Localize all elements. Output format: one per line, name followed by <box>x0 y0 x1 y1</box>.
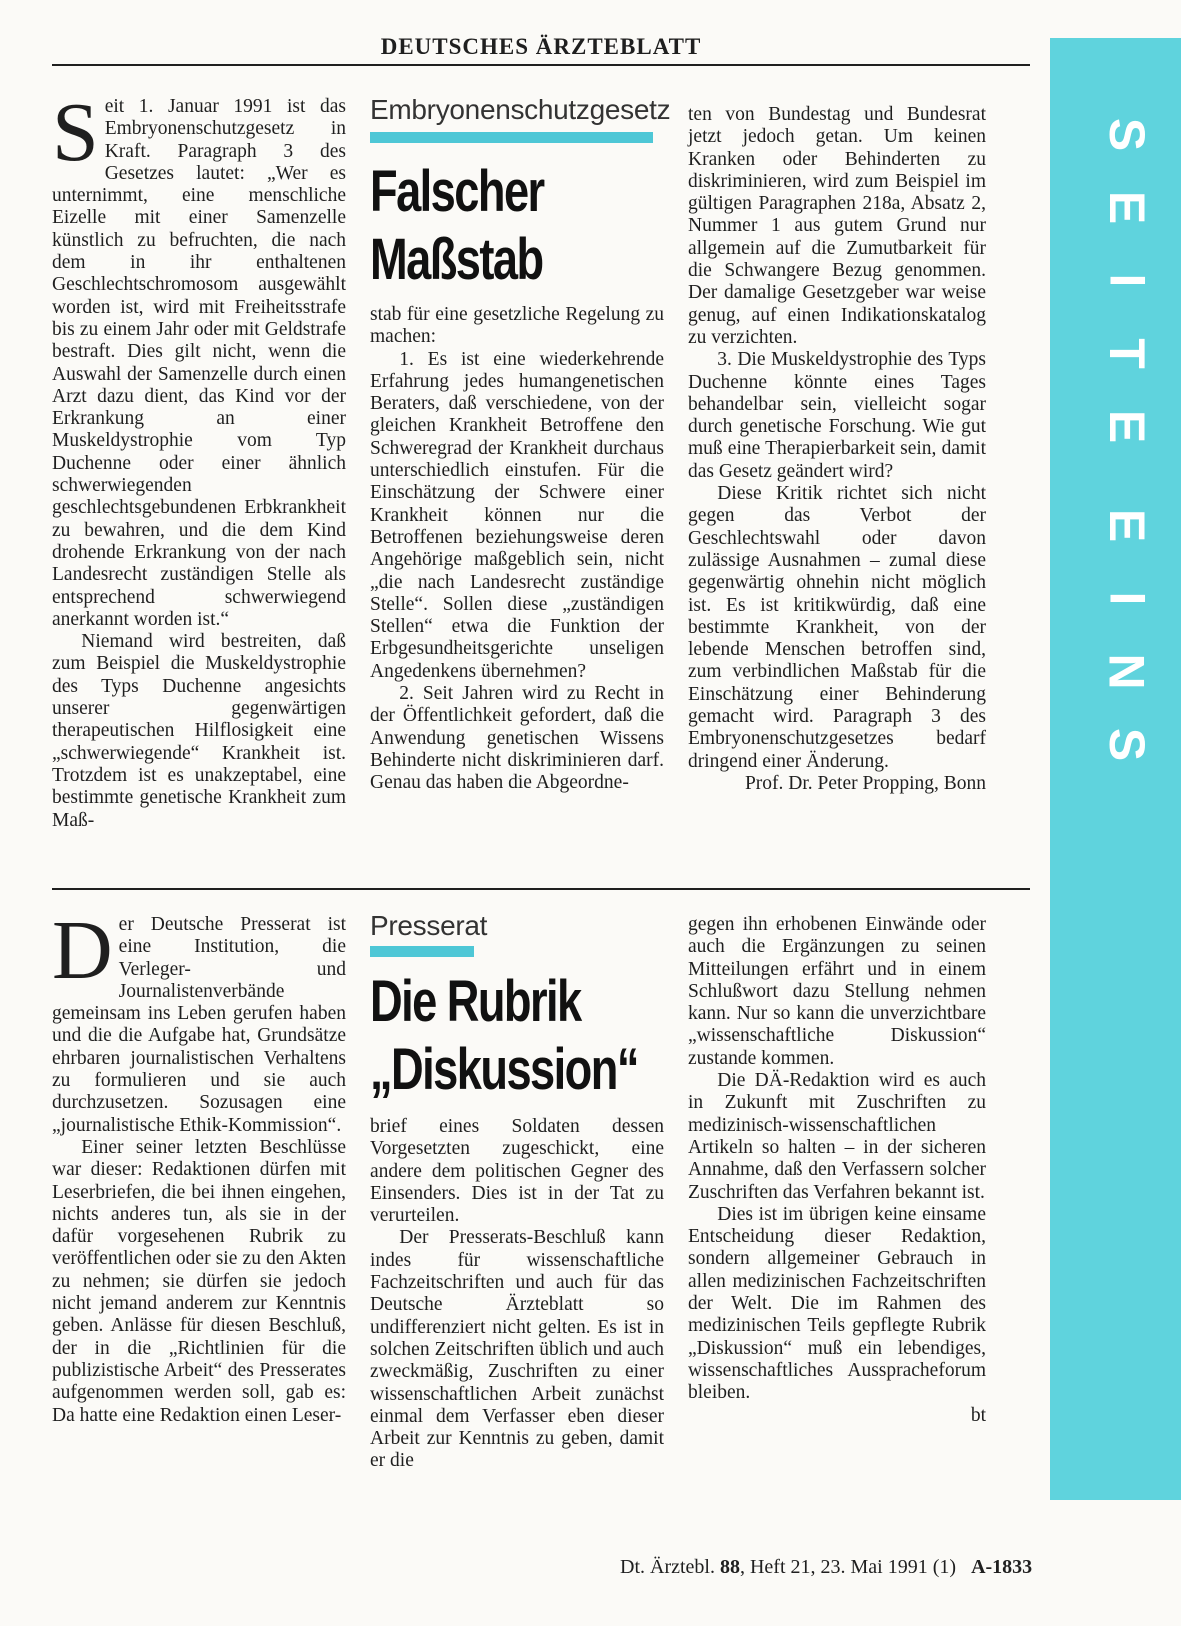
article1-col2-paragraph-3: 2. Seit Jahren wird zu Recht in der Öffentlichkeit gefordert, daß die Anwendung genetischen Wissens Behinderte nicht diskriminieren darf. Genau das haben die Abgeordne- <box>370 683 664 794</box>
article2-column-3 <box>688 914 986 1427</box>
article1-kicker: Embryonenschutzgesetz <box>370 94 671 125</box>
article1-col1-paragraph-1: eit 1. Januar 1991 ist das Embryonenschutzgesetz in Kraft. Paragraph 3 des Gesetzes lautet: „Wer es unternimmt, eine menschliche Eizelle mit einer Samenzelle künstlich zu befruchten, die nach dem in ihr enthaltenen Geschlechtschromosom ausgewählt worden ist, wird mit Freiheitsstrafe bis zu einem Jahr oder mit Geldstrafe bestraft. Dies gilt nicht, wenn die Auswahl der Samenzelle durch einen Arzt dazu dient, das Kind vor der Erkrankung an einer Muskeldystrophie vom Typ Duchenne oder einer ähnlich schwerwiegenden geschlechtsgebundenen Erbkrankheit zu bewahren, und die dem Kind drohende Erkrankung von der nach Landesrecht zuständigen Stelle als entsprechend schwerwiegend anerkannt worden ist.“ <box>52 96 346 630</box>
article2-column-2 <box>370 1116 664 1473</box>
article2-headline-line-2: „Diskussion“ <box>370 1037 638 1102</box>
article2-col3-paragraph-1: gegen ihn erhobenen Einwände oder auch die Ergänzungen zu seinen Mitteilungen erfährt und in einem Schlußwort dazu Stellung nehmen kann. Nur so kann die unverzichtbare „wissenschaftliche Diskussion“ zustande kommen. <box>688 914 986 1069</box>
article2-author: bt <box>970 1404 986 1426</box>
article1-col2-paragraph-2: 1. Es ist eine wiederkehrende Erfahrung jedes humangenetischen Beraters, daß verschiedene, von der gleichen Krankheit Betroffene den Schweregrad der Krankheit durchaus unterschiedlich einstufen. Für die Einschätzung der Schwere einer Krankheit können nur die Betroffenen beziehungsweise deren Angehörige maßgeblich sein, nicht „die nach Landesrecht zuständige Stelle“. Sollen diese „zuständigen Stellen“ etwa die Funktion der Erbgesundheitsgerichte unseligen Angedenkens übernehmen? <box>370 348 664 682</box>
article1-headline <box>370 158 544 294</box>
article2-col1-paragraph-2: Einer seiner letzten Beschlüsse war dieser: Redaktionen dürfen mit Leserbriefen, die bei ihnen eingehen, nichts anderes tun, als sie in der dafür vorgesehenen Rubrik zu veröffentlichen oder sie zu den Akten zu nehmen; sie dürfen sie jedoch nicht jemand anderem zur Kenntnis geben. Anlässe für diesen Beschluß, der in die „Richtlinien für die publizistische Arbeit“ des Presserates aufgenommen werden soll, gab es: Da hatte eine Redaktion einen Leser- <box>52 1136 346 1426</box>
article1-kicker-bar <box>370 132 653 143</box>
article2-headline <box>370 968 638 1104</box>
article2-dropcap: D <box>52 904 113 997</box>
article1-column-1 <box>52 86 346 832</box>
article2-kicker-bar <box>370 946 474 957</box>
footer-issue-date: , Heft 21, 23. Mai 1991 (1) <box>739 1556 957 1578</box>
article1-headline-line-2: Maßstab <box>370 227 543 292</box>
article1-column-3 <box>688 104 986 795</box>
article1-dropcap: S <box>52 86 99 179</box>
article2-col2-paragraph-2: Der Presserats-Beschluß kann indes für wissenschaftliche Fachzeitschriften und auch für das Deutsche Ärzteblatt so undifferenziert nicht gelten. Es ist in solchen Zeitschriften üblich und auch zweckmäßig, Zuschriften zu einer wissenschaftlichen Arbeit zunächst einmal dem Verfasser eben dieser Arbeit zur Kenntnis zu geben, damit er die <box>370 1227 664 1472</box>
article2-col1-paragraph-1: er Deutsche Presserat ist eine Institution, die Verleger- und Journalistenverbände gemeinsam ins Leben gerufen haben und die die Aufgabe hat, Grundsätze ehrbaren journalistischen Verhaltens zu formulieren und sie auch durchzusetzen. Sozusagen eine „journalistische Ethik-Kommission“. <box>52 914 346 1136</box>
footer-page-number: A-1833 <box>971 1556 1033 1578</box>
sidebar-letter: I <box>1099 273 1155 288</box>
article2-column-1 <box>52 904 346 1427</box>
sidebar-letter: E <box>1098 190 1155 225</box>
article-separator-rule <box>52 888 1030 890</box>
sidebar-letter: N <box>1098 653 1155 690</box>
sidebar-seite-eins <box>1050 38 1181 1500</box>
sidebar-letter: I <box>1099 591 1155 606</box>
article2-headline-line-1: Die Rubrik <box>370 969 581 1034</box>
article1-col3-paragraph-3: Diese Kritik richtet sich nicht gegen das Verbot der Geschlechtswahl oder davon zulässige Ausnahmen – zumal diese gegenwärtig ohnehin nicht möglich ist. Es ist kritikwürdig, daß eine bestimmte Krankheit, von der lebende Menschen betroffen sind, zum verbindlichen Maßstab für die Einschätzung einer Behinderung gemacht wird. Paragraph 3 des Embryonenschutzgesetzes bedarf dringend einer Änderung. <box>688 483 986 772</box>
article1-col1-paragraph-2: Niemand wird bestreiten, daß zum Beispiel die Muskeldystrophie des Typs Duchenne angesichts unserer gegenwärtigen therapeutischen Hilflosigkeit eine „schwerwiegende“ Krankheit ist. Trotzdem ist es unakzeptabel, eine bestimmte genetische Krankheit zum Maß- <box>52 631 346 831</box>
sidebar-letter: T <box>1098 338 1155 369</box>
article2-col3-paragraph-2: Die DÄ-Redaktion wird es auch in Zukunft mit Zuschriften zu medizinisch-wissenschaftlichen Artikeln so halten – in der sicheren Annahme, daß den Verfassern solcher Zuschriften das Verfahren bekannt ist. <box>688 1070 986 1203</box>
article2-col2-paragraph-1: brief eines Soldaten dessen Vorgesetzten zugeschickt, eine andere dem politischen Gegner des Einsenders. Dies ist in der Tat zu verurteilen. <box>370 1116 664 1227</box>
article1-author: Prof. Dr. Peter Propping, Bonn <box>744 772 986 794</box>
masthead: DEUTSCHES ÄRZTEBLATT <box>52 34 1030 66</box>
sidebar-letter: S <box>1098 727 1155 762</box>
article1-col3-paragraph-1: ten von Bundestag und Bundesrat jetzt jedoch getan. Um keinen Kranken oder Behinderten zu diskriminieren, wird zum Beispiel im gültigen Paragraphen 218a, Absatz 2, Nummer 1 aus gutem Grund nur allgemein auf die Zumutbarkeit für die Schwangere Bezug genommen. Der damalige Gesetzgeber war weise genug, auf einen Indikationskatalog zu verzichten. <box>688 104 986 348</box>
article1-col2-paragraph-1: stab für eine gesetzliche Regelung zu machen: <box>370 304 664 348</box>
article1-headline-line-1: Falscher <box>370 159 544 224</box>
sidebar-letter: E <box>1098 409 1155 444</box>
sidebar-letter: S <box>1098 117 1155 152</box>
sidebar-letters <box>1050 98 1181 781</box>
footer-volume: 88 <box>719 1556 740 1578</box>
article1-column-2 <box>370 304 664 795</box>
article2-kicker: Presserat <box>370 910 488 941</box>
page-footer <box>620 1556 1032 1579</box>
sidebar-letter: E <box>1098 508 1155 543</box>
footer-journal: Dt. Ärztebl. <box>620 1556 720 1578</box>
article1-col3-paragraph-2: 3. Die Muskeldystrophie des Typs Duchenne könnte eines Tages behandelbar sein, vielleicht sogar durch genetische Forschung. Wie gut muß eine Therapierbarkeit sein, damit das Gesetz geändert wird? <box>688 349 986 482</box>
article2-col3-paragraph-3: Dies ist im übrigen keine einsame Entscheidung dieser Redaktion, sondern allgemeiner Gebrauch in allen medizinischen Fachzeitschriften der Welt. Die im Rahmen des medizinischen Teils gepflegte Rubrik „Diskussion“ muß ein lebendiges, wissenschaftliches Ausspracheforum bleiben. <box>688 1203 986 1404</box>
